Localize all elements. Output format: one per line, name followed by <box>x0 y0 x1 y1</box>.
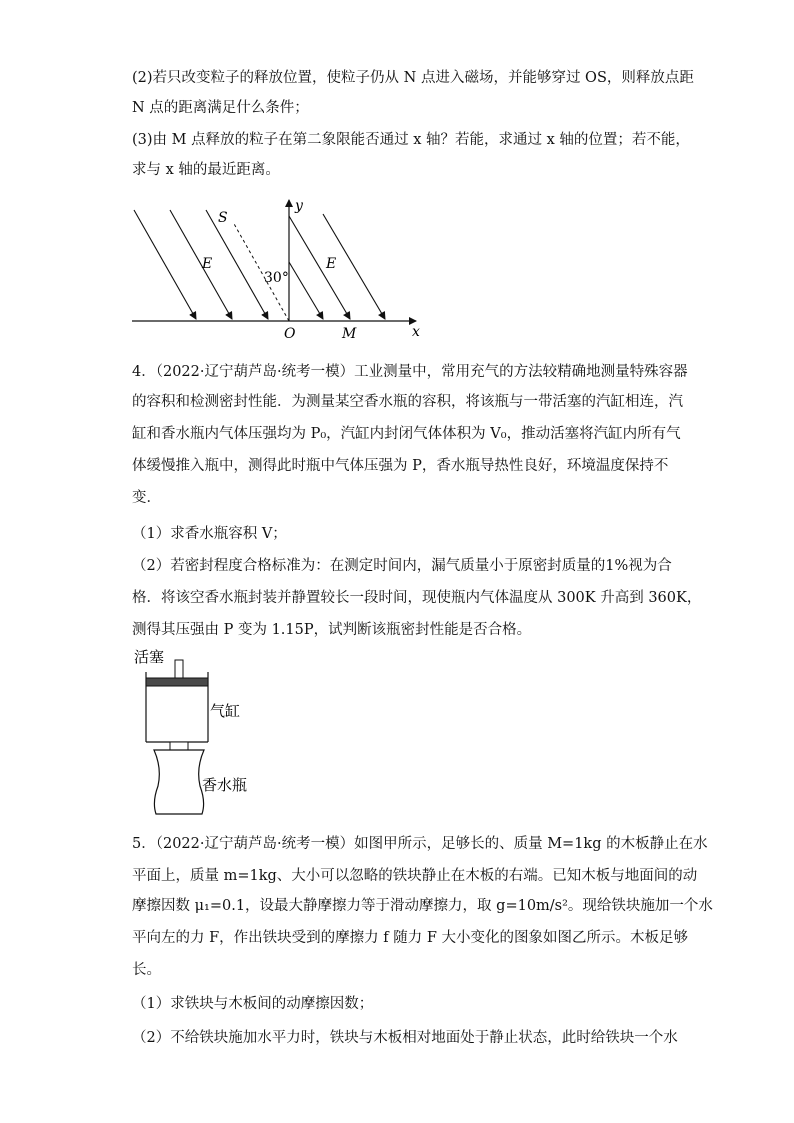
q3-part3-line2: 求与 x 轴的最近距离。 <box>132 162 280 178</box>
label-e-left: E <box>202 256 213 272</box>
label-angle: 30° <box>264 270 289 286</box>
label-e-right: E <box>326 256 337 272</box>
label-y: y <box>295 198 303 214</box>
q4-line3: 缸和香水瓶内气体压强均为 P₀，汽缸内封闭气体体积为 V₀，推动活塞将汽缸内所有气 <box>132 426 681 442</box>
label-m: M <box>342 326 357 342</box>
piston <box>146 678 208 686</box>
q4-sub2-line1: （2）若密封程度合格标准为：在测定时间内，漏气质量小于原密封质量的1%视为合 <box>132 558 672 574</box>
label-o: O <box>284 326 296 342</box>
field-line <box>134 210 196 319</box>
q5-line4: 平向左的力 F，作出铁块受到的摩擦力 f 随力 F 大小变化的图象如图乙所示。木板足够 <box>132 930 689 946</box>
label-bottle: 香水瓶 <box>202 776 248 794</box>
cylinder-diagram <box>130 646 270 821</box>
q5-sub1: （1）求铁块与木板间的动摩擦因数； <box>132 996 374 1012</box>
field-diagram <box>128 192 428 342</box>
q5-line1: 5．（2022·辽宁葫芦岛·统考一模）如图甲所示，足够长的、质量 M=1kg 的木板静止在水 <box>132 836 708 852</box>
field-line <box>170 210 232 319</box>
perfume-bottle <box>154 750 204 814</box>
q5-sub2-line1: （2）不给铁块施加水平力时，铁块与木板相对地面处于静止状态，此时给铁块一个水 <box>132 1030 678 1046</box>
label-s: S <box>218 210 228 226</box>
q4-sub2-line2: 格．将该空香水瓶封装并静置较长一段时间，现使瓶内气体温度从 300K 升高到 360K， <box>132 590 702 606</box>
bottle-neck <box>170 742 188 750</box>
q5-line3: 摩擦因数 μ₁=0.1，设最大静摩擦力等于滑动摩擦力，取 g=10m/s²。现给铁块施加一个水 <box>132 898 713 914</box>
label-piston: 活塞 <box>134 648 165 666</box>
q4-line2: 的容积和检测密封性能．为测量某空香水瓶的容积，将该瓶与一带活塞的汽缸相连，汽 <box>132 394 683 410</box>
field-line <box>289 216 350 319</box>
q5-line2: 平面上，质量 m=1kg、大小可以忽略的铁块静止在木板的右端。已知木板与地面间的动 <box>132 868 698 884</box>
q3-part2-line2: N 点的距离满足什么条件； <box>132 100 309 116</box>
q4-sub1: （1）求香水瓶容积 V； <box>132 526 287 542</box>
q4-line4: 体缓慢推入瓶中，测得此时瓶中气体压强为 P，香水瓶导热性良好，环境温度保持不 <box>132 458 669 474</box>
field-line <box>289 262 323 319</box>
label-x: x <box>412 324 420 340</box>
label-cylinder: 气缸 <box>210 702 241 720</box>
q5-line5: 长。 <box>132 962 161 978</box>
q4-line5: 变． <box>132 490 161 506</box>
field-line <box>206 210 268 319</box>
q4-sub2-line3: 测得其压强由 P 变为 1.15P，试判断该瓶密封性能是否合格。 <box>132 622 532 638</box>
q3-part2-line1: (2)若只改变粒子的释放位置，使粒子仍从 N 点进入磁场，并能够穿过 OS，则释放点距 <box>132 70 694 86</box>
piston-rod <box>175 660 183 678</box>
q4-line1: 4．（2022·辽宁葫芦岛·统考一模）工业测量中，常用充气的方法较精确地测量特殊容器 <box>132 364 688 380</box>
q3-part3-line1: (3)由 M 点释放的粒子在第二象限能否通过 x 轴？若能，求通过 x 轴的位置；若不能， <box>132 132 690 148</box>
